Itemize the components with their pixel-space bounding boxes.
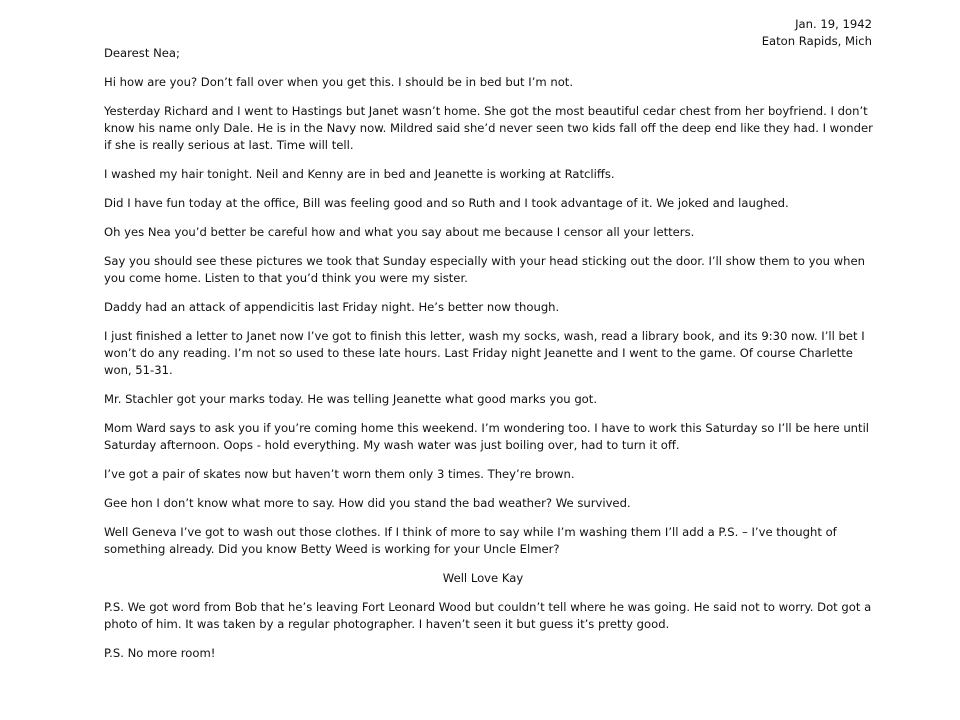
paragraph-12: Gee hon I don’t know what more to say. How did you stand the bad weather? We survived. (104, 496, 631, 510)
letter-body (104, 45, 874, 674)
paragraph-1: Hi how are you? Don’t fall over when you get this. I should be in bed but I’m not. (104, 75, 574, 89)
paragraph-7: Daddy had an attack of appendicitis last Friday night. He’s better now though. (104, 300, 560, 314)
paragraph-13: Well Geneva I’ve got to wash out those clothes. If I think of more to say while I’m washing them I’ll add a P.S. – I’ve thought of something already. Did you know Betty Weed is working for your Uncle Elmer? (104, 525, 837, 556)
paragraph-10: Mom Ward says to ask you if you’re coming home this weekend. I’m wondering too. I have to work this Saturday so I’ll be here until Saturday afternoon. Oops - hold everything. My wash water was just boiling over, had to turn it off. (104, 421, 870, 452)
paragraph-5: Oh yes Nea you’d better be careful how and what you say about me because I censor all your letters. (104, 225, 695, 239)
postscript-2: P.S. No more room! (104, 646, 216, 660)
paragraph-8: I just finished a letter to Janet now I’ve got to finish this letter, wash my socks, wash, read a library book, and its 9:30 now. I’ll bet I won’t do any reading. I’m not so used to these late hours. Last Friday night Jeanette and I went to the game. Of course Charlette won, 51-31. (104, 329, 865, 377)
paragraph-3: I washed my hair tonight. Neil and Kenny are in bed and Jeanette is working at Ratcliffs. (104, 167, 615, 181)
paragraph-4: Did I have fun today at the office, Bill was feeling good and so Ruth and I took advantage of it. We joked and laughed. (104, 196, 789, 210)
paragraph-9: Mr. Stachler got your marks today. He was telling Jeanette what good marks you got. (104, 392, 597, 406)
paragraph-6: Say you should see these pictures we took that Sunday especially with your head sticking out the door. I’ll show them to you when you come home. Listen to that you’d think you were my sister. (104, 254, 865, 285)
letter-date: Jan. 19, 1942 (795, 17, 872, 31)
postscript-1: P.S. We got word from Bob that he’s leaving Fort Leonard Wood but couldn’t tell where he was going. He said not to worry. Dot got a photo of him. It was taken by a regular photographer. I haven’t seen it but guess it’s pretty good. (104, 600, 872, 631)
paragraph-11: I’ve got a pair of skates now but haven’t worn them only 3 times. They’re brown. (104, 467, 575, 481)
closing-signature: Well Love Kay (442, 571, 524, 585)
letter-location: Eaton Rapids, Mich (761, 34, 872, 48)
salutation: Dearest Nea; (104, 46, 180, 60)
paragraph-2: Yesterday Richard and I went to Hastings but Janet wasn’t home. She got the most beautiful cedar chest from her boyfriend. I don’t know his name only Dale. He is in the Navy now. Mildred said she’d never seen two kids fall off the deep end like they had. I wonder if she is really serious at last. Time will tell. (104, 104, 873, 152)
